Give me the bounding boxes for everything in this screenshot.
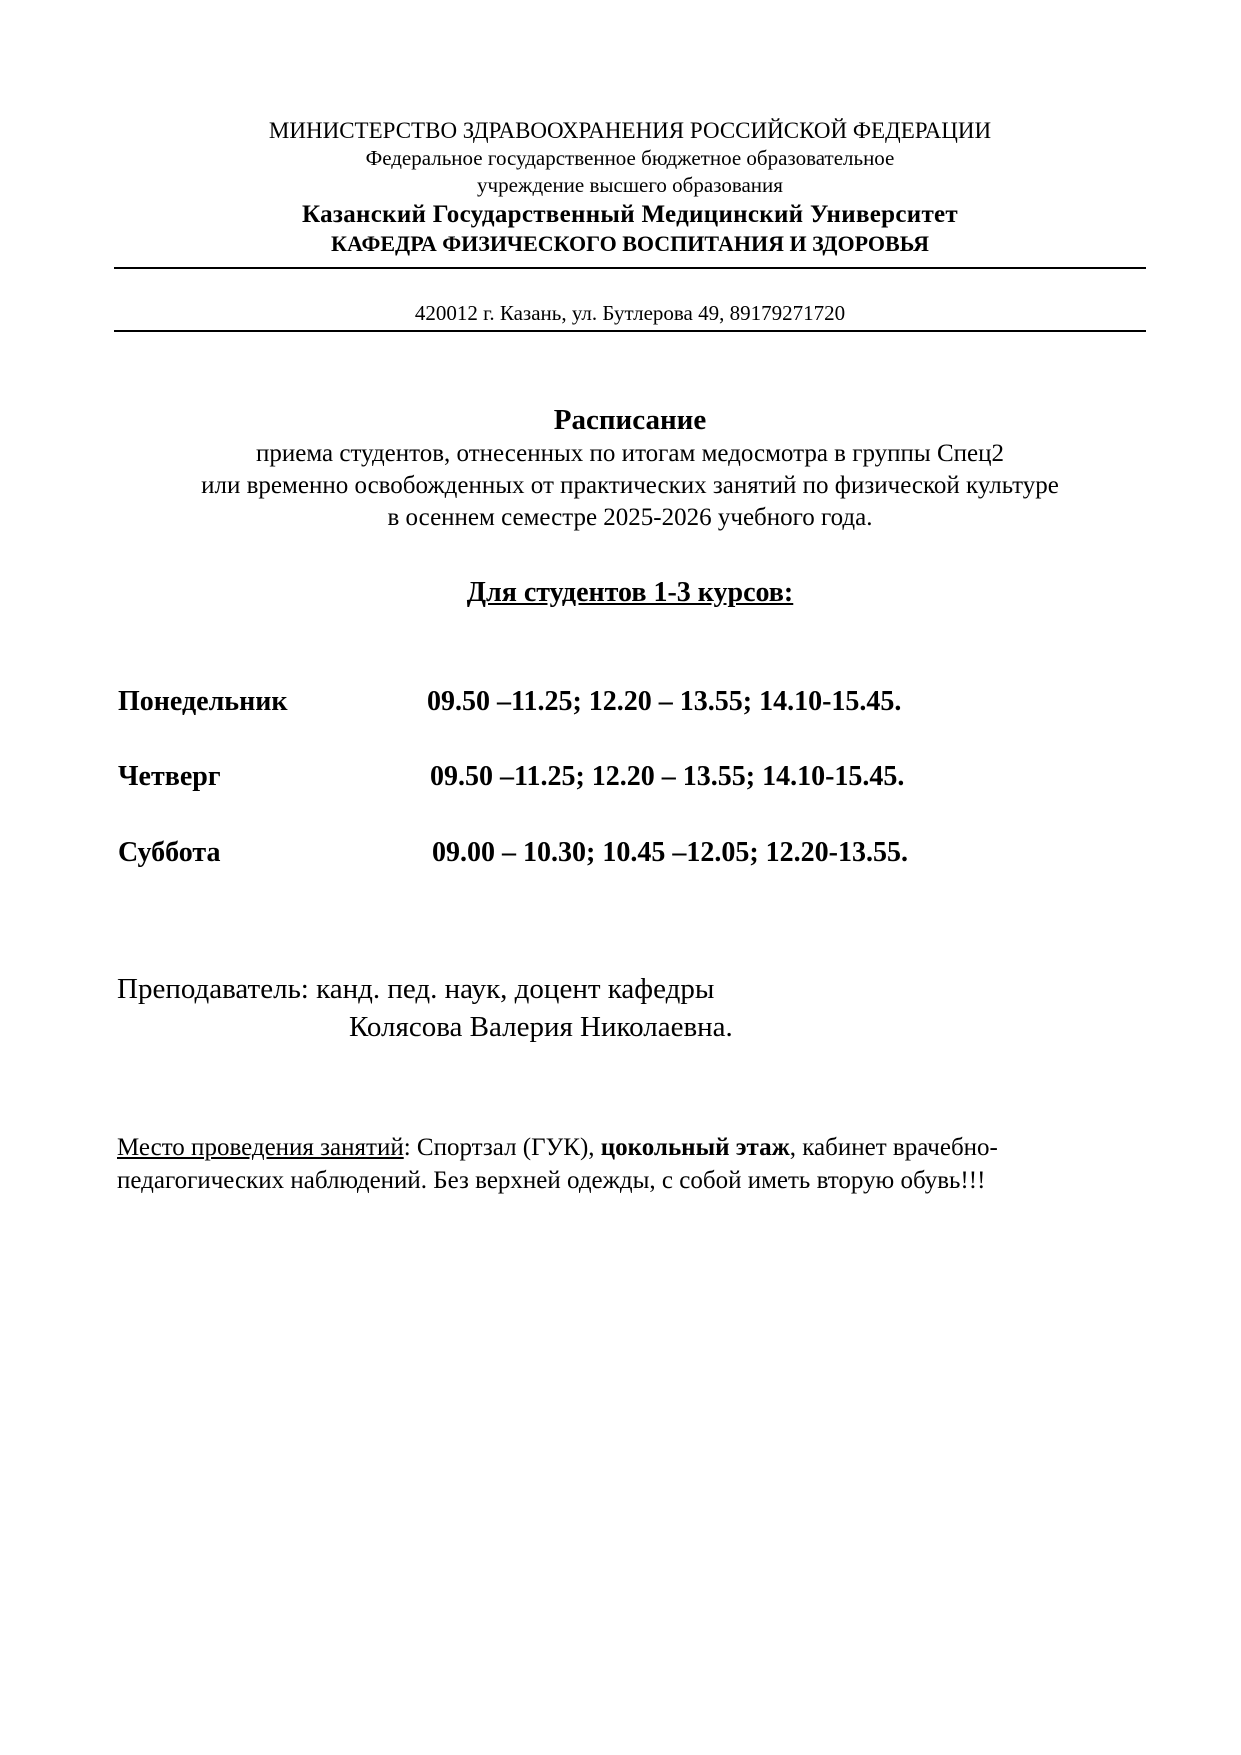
ministry-name: МИНИСТЕРСТВО ЗДРАВООХРАНЕНИЯ РОССИЙСКОЙ ФЕДЕРАЦИИ xyxy=(268,118,992,143)
schedule-subtitle-line-3: в осеннем семестре 2025-2026 учебного года. xyxy=(387,504,873,531)
venue-colon: : xyxy=(403,1134,417,1161)
schedule-day: Четверг xyxy=(118,761,221,792)
teacher-line: Преподаватель: канд. пед. наук, доцент кафедры xyxy=(117,973,715,1005)
institution-type-line-2: учреждение высшего образования xyxy=(477,173,783,197)
schedule-times: 09.50 –11.25; 12.20 – 13.55; 14.10-15.45. xyxy=(427,686,902,717)
schedule-subtitle-line-2: или временно освобожденных от практических занятий по физической культуре xyxy=(201,472,1059,499)
venue-label: Место проведения занятий xyxy=(117,1134,404,1161)
university-name: Казанский Государственный Медицинский Университет xyxy=(301,201,959,228)
schedule-day: Понедельник xyxy=(118,686,288,717)
schedule-subtitle-line-1: приема студентов, отнесенных по итогам медосмотра в группы Спец2 xyxy=(256,440,1004,467)
teacher-name: Колясова Валерия Николаевна. xyxy=(349,1011,733,1043)
venue-text-part-1: Спортзал (ГУК), xyxy=(416,1134,601,1161)
letterhead xyxy=(114,116,1146,258)
schedule-times: 09.50 –11.25; 12.20 – 13.55; 14.10-15.45. xyxy=(430,761,905,792)
venue-floor: цокольный этаж xyxy=(600,1134,790,1161)
address-line: 420012 г. Казань, ул. Бутлерова 49, 89179271720 xyxy=(414,301,846,325)
schedule-header xyxy=(114,402,1146,534)
schedule-times: 09.00 – 10.30; 10.45 –12.05; 12.20-13.55. xyxy=(432,837,908,868)
venue-text-part-2: , кабинет врачебно-педагогических наблюдений. Без верхней одежды, с собой иметь вторую обувь!!! xyxy=(117,1134,998,1194)
schedule-day: Суббота xyxy=(118,837,221,868)
letterhead-divider-top xyxy=(114,267,1146,269)
letterhead-divider-bottom xyxy=(114,330,1146,332)
institution-type-line-1: Федеральное государственное бюджетное образовательное xyxy=(365,146,895,170)
course-heading: Для студентов 1-3 курсов: xyxy=(466,577,794,608)
schedule-title: Расписание xyxy=(553,404,707,436)
venue-paragraph xyxy=(117,1131,1147,1197)
department-name: КАФЕДРА ФИЗИЧЕСКОГО ВОСПИТАНИЯ И ЗДОРОВЬЯ xyxy=(331,231,929,256)
